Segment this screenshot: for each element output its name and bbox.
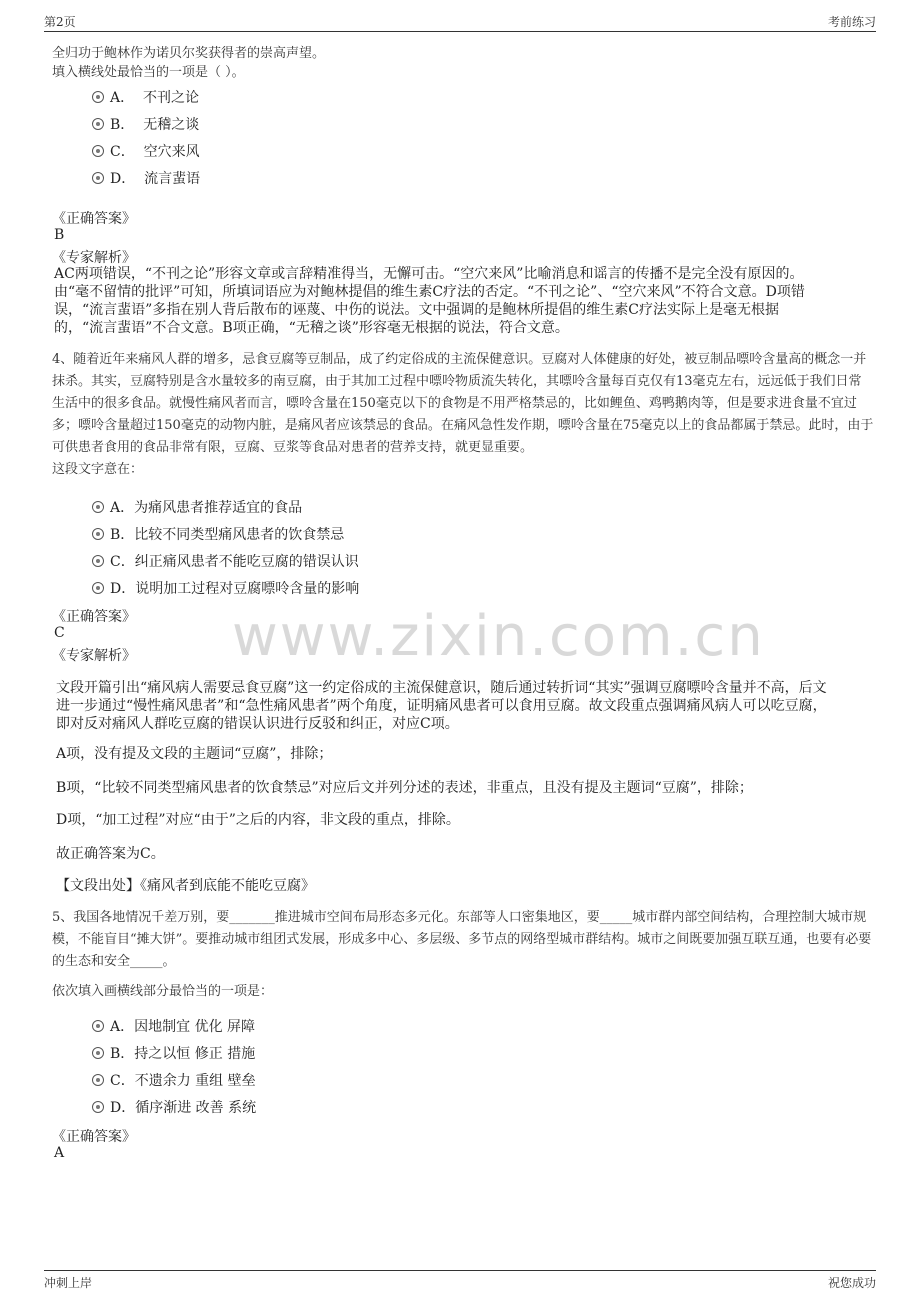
option-text: 说明加工过程对豆腐嘌呤含量的影响 (135, 581, 360, 597)
option-text: 持之以恒 修正 措施 (134, 1046, 256, 1062)
option-letter: D． (110, 1100, 136, 1116)
option-letter: A． (110, 500, 135, 516)
q3-option-a[interactable] (92, 87, 199, 107)
option-letter: D． (110, 581, 136, 597)
option-text: 纠正痛风患者不能吃豆腐的错误认识 (134, 554, 359, 570)
option-letter: D． (110, 171, 136, 187)
radio-icon[interactable] (92, 1047, 104, 1059)
q4-analysis-line: 即对反对痛风人群吃豆腐的错误认识进行反驳和纠正，对应C项。 (56, 716, 459, 732)
q3-analysis-line: 误，“流言蜚语”多指在别人背后散布的诬蔑、中伤的说法。文中强调的是鲍林所提倡的维生素C疗法实际上是毫无根据 (54, 302, 780, 318)
q5-option-c[interactable] (92, 1070, 256, 1090)
q4-conclusion: 故正确答案为C。 (56, 846, 165, 862)
q3-answer-label: 《正确答案》 (52, 211, 136, 227)
q5-option-a[interactable] (92, 1016, 255, 1036)
q4-source (56, 877, 315, 895)
q3-analysis-line: AC两项错误，“不刊之论”形容文章或言辞精准得当，无懈可击。“空穴来风”比喻消息和谣言的传播不是完全没有原因的。 (54, 266, 804, 282)
option-letter: B． (110, 1046, 135, 1062)
radio-icon[interactable] (92, 555, 104, 567)
q5-stem-line: 的生态和安全_____。 (52, 954, 176, 969)
q4-stem-line: 抹杀。其实，豆腐特别是含水量较多的南豆腐，由于其加工过程中嘌呤物质流失转化，其嘌呤含量每百克仅有13毫克左右，远远低于我们日常 (52, 374, 862, 389)
q4-answer: C (54, 625, 65, 641)
q4-analysis-line: 进一步通过“慢性痛风患者”和“急性痛风患者”两个角度，证明痛风患者可以食用豆腐。故文段重点强调痛风病人可以吃豆腐， (56, 698, 827, 714)
option-text: 不遗余力 重组 壁垒 (134, 1073, 256, 1089)
q4-stem-line: 可供患者食用的食品非常有限，豆腐、豆浆等食品对患者的营养支持，就更显重要。 (52, 440, 534, 455)
q4-point-a: A项，没有提及文段的主题词“豆腐”，排除； (56, 746, 333, 762)
radio-icon[interactable] (92, 528, 104, 540)
footer-left: 冲刺上岸 (44, 1276, 93, 1290)
q3-analysis-label: 《专家解析》 (52, 250, 136, 266)
radio-icon[interactable] (92, 1074, 104, 1086)
option-letter: C． (110, 144, 135, 160)
q4-point-d: D项，“加工过程”对应“由于”之后的内容，非文段的重点，排除。 (56, 812, 460, 828)
option-letter: A． (110, 90, 135, 106)
q4-option-c[interactable] (92, 551, 359, 571)
q4-option-b[interactable] (92, 524, 344, 544)
q3-analysis-line: 的，“流言蜚语”不合文意。B项正确，“无稽之谈”形容毫无根据的说法，符合文意。 (54, 320, 569, 336)
footer-right: 祝您成功 (827, 1276, 876, 1290)
radio-icon[interactable] (92, 1020, 104, 1032)
option-text: 无稽之谈 (143, 117, 200, 133)
source-title: 《痛风者到底能不能吃豆腐》 (140, 878, 315, 894)
option-letter: A． (110, 1019, 135, 1035)
option-text: 循序渐进 改善 系统 (135, 1100, 257, 1116)
option-text: 比较不同类型痛风患者的饮食禁忌 (134, 527, 345, 543)
q5-stem-line: 模，不能盲目“摊大饼”。要推动城市组团式发展，形成多中心、多层级、多节点的网络型城市群结构。城市之间既要加强互联互通，也要有必要 (52, 932, 872, 947)
option-text: 因地制宜 优化 屏障 (134, 1019, 256, 1035)
watermark: www.zixin.com.cn (232, 604, 765, 669)
option-text: 空穴来风 (143, 144, 200, 160)
option-letter: C． (110, 1073, 135, 1089)
radio-icon[interactable] (92, 145, 104, 157)
q4-analysis-label: 《专家解析》 (52, 648, 136, 664)
radio-icon[interactable] (92, 172, 104, 184)
q3-answer: B (54, 227, 65, 243)
radio-icon[interactable] (92, 582, 104, 594)
q5-option-d[interactable] (92, 1097, 256, 1117)
q5-stem-line: 5、我国各地情况千差万别，要_______推进城市空间布局形态多元化。东部等人口密集地区，要_____城市群内部空间结构，合理控制大城市规 (52, 910, 867, 925)
q4-stem-line: 4、随着近年来痛风人群的增多，忌食豆腐等豆制品，成了约定俗成的主流保健意识。豆腐对人体健康的好处，被豆制品嘌呤含量高的概念一并 (52, 352, 867, 367)
q3-option-b[interactable] (92, 114, 199, 134)
q3-option-c[interactable] (92, 141, 200, 161)
option-letter: B． (110, 527, 135, 543)
q3-prompt: 填入横线处最恰当的一项是（ ）。 (52, 65, 245, 80)
option-letter: B． (110, 117, 135, 133)
q4-prompt: 这段文字意在： (52, 462, 144, 477)
radio-icon[interactable] (92, 118, 104, 130)
q5-answer-label: 《正确答案》 (52, 1129, 136, 1145)
page-number: 第2页 (44, 15, 76, 29)
q4-stem-line: 生活中的很多食品。就慢性痛风者而言，嘌呤含量在150毫克以下的食物是不用严格禁忌的，比如鲤鱼、鸡鸭鹅肉等，但是要求进食量不宜过 (52, 396, 857, 411)
option-text: 为痛风患者推荐适宜的食品 (134, 500, 303, 516)
q4-option-a[interactable] (92, 497, 302, 517)
q4-option-d[interactable] (92, 578, 359, 598)
q4-stem-line: 多；嘌呤含量超过150毫克的动物内脏，是痛风者应该禁忌的食品。在痛风急性发作期，嘌呤含量在75毫克以上的食品都属于禁忌。此时，由于 (52, 418, 874, 433)
radio-icon[interactable] (92, 501, 104, 513)
header-title: 考前练习 (827, 15, 876, 29)
q5-option-b[interactable] (92, 1043, 255, 1063)
q3-analysis-line: 由“毫不留情的批评”可知，所填词语应为对鲍林提倡的维生素C疗法的否定。“不刊之论”、“空穴来风”不符合文意。D项错 (54, 284, 805, 300)
q3-option-d[interactable] (92, 168, 200, 188)
q3-stem-tail: 全归功于鲍林作为诺贝尔奖获得者的崇高声望。 (52, 46, 326, 61)
q5-prompt: 依次填入画横线部分最恰当的一项是： (52, 984, 274, 999)
footer-divider (44, 1270, 876, 1271)
q4-analysis-line: 文段开篇引出“痛风病人需要忌食豆腐”这一约定俗成的主流保健意识，随后通过转折词“其实”强调豆腐嘌呤含量并不高，后文 (56, 680, 827, 696)
header-divider (44, 31, 876, 32)
option-text: 不刊之论 (143, 90, 200, 106)
source-label: 【文段出处】 (56, 878, 140, 894)
q5-answer: A (54, 1145, 65, 1161)
q4-point-b: B项，“比较不同类型痛风患者的饮食禁忌”对应后文并列分述的表述，非重点，且没有提及主题词“豆腐”，排除； (56, 780, 753, 796)
option-text: 流言蜚语 (144, 171, 201, 187)
option-letter: C． (110, 554, 135, 570)
radio-icon[interactable] (92, 1101, 104, 1113)
radio-icon[interactable] (92, 91, 104, 103)
q4-answer-label: 《正确答案》 (52, 609, 136, 625)
